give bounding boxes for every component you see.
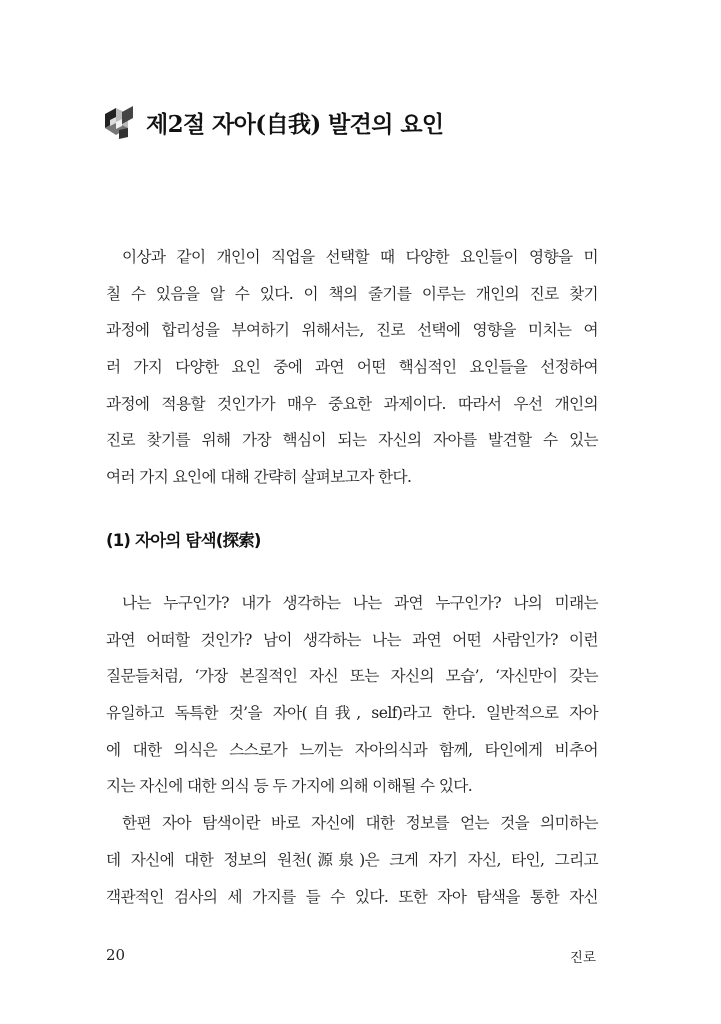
section-heading xyxy=(102,100,444,144)
paragraph-line: 칠 수 있음을 알 수 있다. 이 책의 줄기를 이루는 개인의 진로 찾기 xyxy=(106,284,598,303)
paragraph-line: 과연 어떠할 것인가? 남이 생각하는 나는 과연 어떤 사람인가? 이런 xyxy=(106,630,598,649)
subsection-title: (1) 자아의 탐색(探索) xyxy=(106,531,261,550)
paragraph-line: 나는 누구인가? 내가 생각하는 나는 과연 누구인가? 나의 미래는 xyxy=(122,594,598,612)
paragraph-line: 에 대한 의식은 스스로가 느끼는 자아의식과 함께, 타인에게 비추어 xyxy=(106,740,598,759)
paragraph-line: 여러 가지 요인에 대해 간략히 살펴보고자 한다. xyxy=(106,468,412,487)
paragraph-line: 유일하고 독특한 것’을 자아(自我, self)라고 한다. 일반적으로 자아 xyxy=(106,704,598,723)
body-paragraph xyxy=(106,585,598,915)
paragraph-line: 질문들처럼, ‘가장 본질적인 자신 또는 자신의 모습’, ‘자신만이 갖는 xyxy=(106,667,598,686)
paragraph-line: 과정에 합리성을 부여하기 위해서는, 진로 선택에 영향을 미치는 여 xyxy=(106,321,598,340)
paragraph-line: 객관적인 검사의 세 가지를 들 수 있다. 또한 자아 탐색을 통한 자신 xyxy=(106,887,598,906)
paragraph-line: 과정에 적용할 것인가가 매우 중요한 과제이다. 따라서 우선 개인의 xyxy=(106,394,598,413)
section-title: 제2절 자아(自我) 발견의 요인 xyxy=(146,110,444,138)
cube-pattern-icon xyxy=(102,104,136,140)
running-footer-title: 진로 xyxy=(569,950,596,966)
paragraph-line: 진로 찾기를 위해 가장 핵심이 되는 자신의 자아를 발견할 수 있는 xyxy=(106,431,598,450)
paragraph-line: 지는 자신에 대한 의식 등 두 가지에 의해 이해될 수 있다. xyxy=(106,777,473,796)
paragraph-line: 러 가지 다양한 요인 중에 과연 어떤 핵심적인 요인들을 선정하여 xyxy=(106,358,598,377)
intro-paragraph xyxy=(106,239,598,496)
paragraph-line: 데 자신에 대한 정보의 원천(源泉)은 크게 자기 자신, 타인, 그리고 xyxy=(106,850,598,869)
page-number: 20 xyxy=(106,946,126,964)
paragraph-line: 이상과 같이 개인이 직업을 선택할 때 다양한 요인들이 영향을 미 xyxy=(122,248,598,266)
paragraph-line: 한편 자아 탐색이란 바로 자신에 대한 정보를 얻는 것을 의미하는 xyxy=(122,814,598,833)
